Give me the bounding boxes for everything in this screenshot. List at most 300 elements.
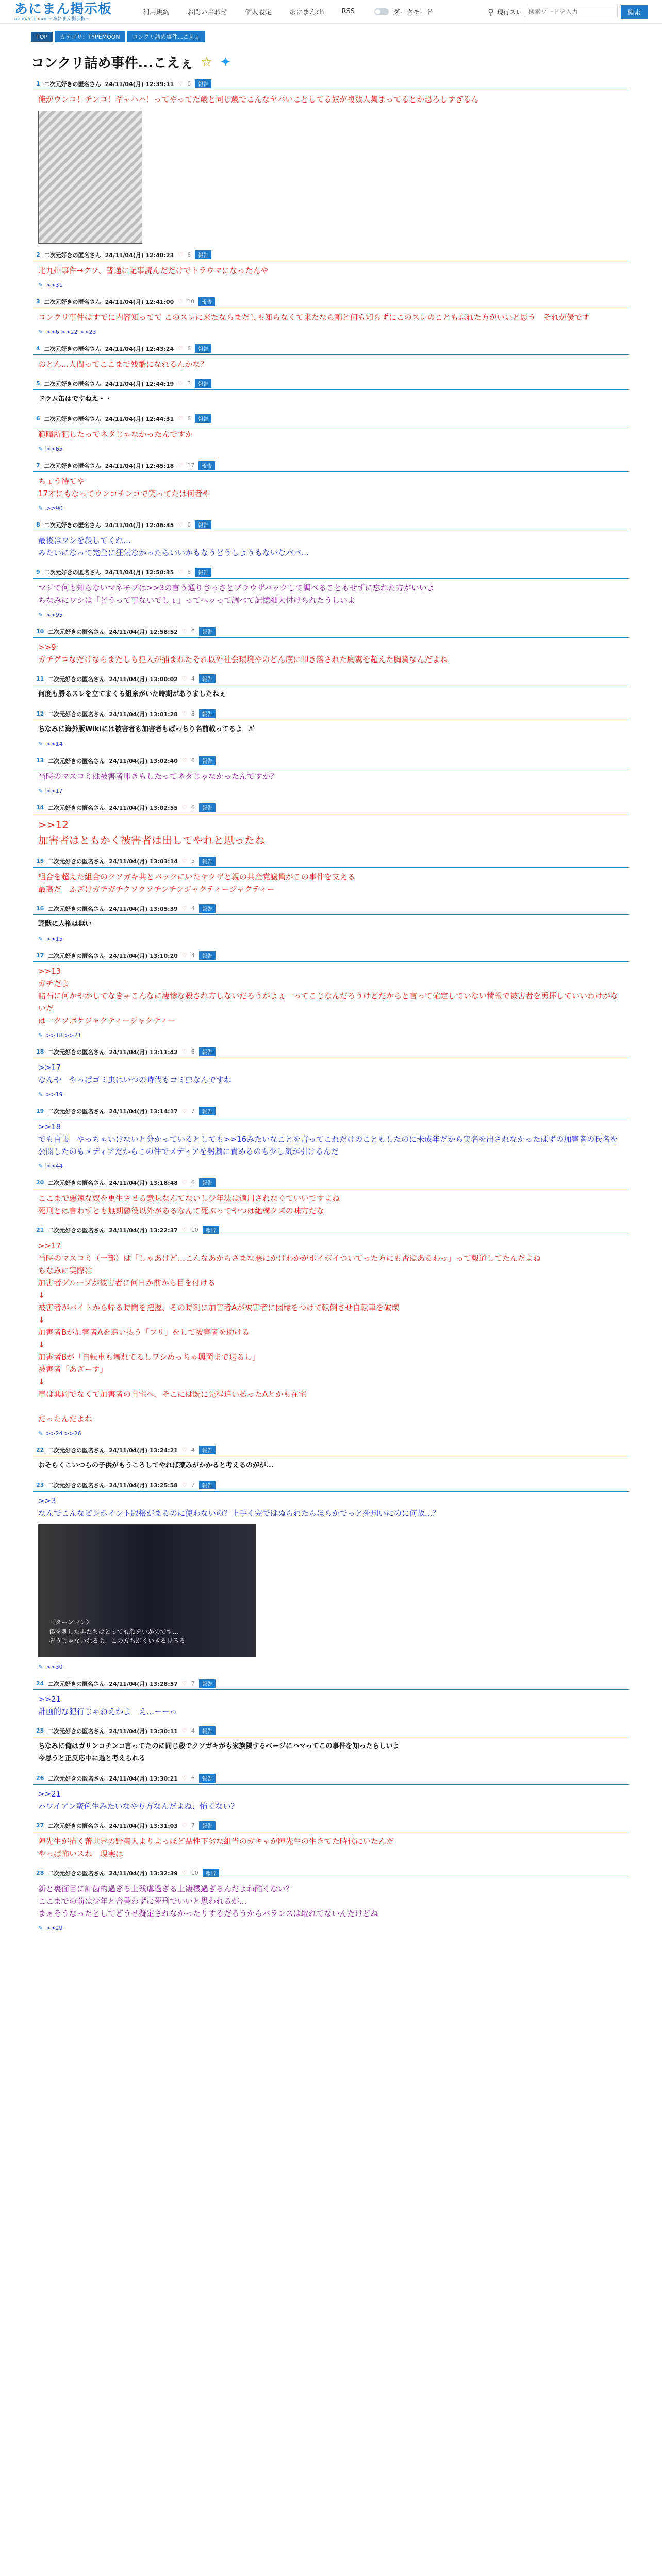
post-date: 24/11/04(月) 12:44:31	[105, 415, 174, 422]
reply-icon: ✎	[38, 612, 43, 618]
post-number[interactable]: 23	[36, 1482, 44, 1488]
post-body: 何度も勝るスレを立てまくる組糸がいた時期がありましたねぇ	[38, 690, 226, 698]
post-number[interactable]: 14	[36, 804, 44, 811]
post-number[interactable]: 17	[36, 952, 44, 959]
report-button[interactable]: 報告	[199, 1726, 216, 1735]
nav-animanch[interactable]: あにまんch	[289, 9, 324, 16]
reply-anchor[interactable]: >>90	[46, 505, 63, 512]
like-count: 3	[187, 380, 191, 387]
post-date: 24/11/04(月) 12:41:00	[105, 298, 174, 306]
heart-icon[interactable]: ♡	[181, 628, 187, 635]
image-caption: 〈ターンマン〉 僕を刺した男たちはとっても顔をいかのです... ぞうじゃないなるよ、この方ちがくいきる見るる	[49, 1619, 186, 1645]
reply-anchor[interactable]: >>44	[46, 1163, 63, 1170]
post-author: 二次元好きの匿名さん	[48, 1447, 105, 1454]
report-button[interactable]: 報告	[199, 1821, 216, 1830]
report-button[interactable]: 報告	[199, 1679, 216, 1688]
reply-icon: ✎	[38, 329, 43, 335]
report-button[interactable]: 報告	[199, 756, 216, 765]
reply-icon: ✎	[38, 741, 43, 748]
post-body: 北九州事件→クソ、普通に記事読んだだけでトラウマになったんや	[38, 266, 269, 275]
heart-icon[interactable]: ♡	[178, 462, 184, 469]
reply-links	[31, 326, 631, 337]
post-date: 24/11/04(月) 13:03:14	[109, 858, 178, 865]
post-header	[31, 343, 631, 354]
post	[31, 460, 631, 514]
reply-icon: ✎	[38, 282, 43, 289]
post-number[interactable]: 27	[36, 1822, 44, 1829]
post-number[interactable]: 26	[36, 1775, 44, 1782]
report-button[interactable]: 報告	[195, 344, 211, 353]
post-author: 二次元好きの匿名さん	[48, 1108, 105, 1115]
post-author: 二次元好きの匿名さん	[48, 1775, 105, 1782]
post-header	[31, 249, 631, 261]
post-author: 二次元好きの匿名さん	[48, 858, 105, 865]
post-date: 24/11/04(月) 12:58:52	[109, 628, 178, 635]
report-button[interactable]: 報告	[198, 461, 215, 470]
dark-mode-label: ダークモード	[393, 9, 433, 16]
heart-icon[interactable]: ♡	[181, 905, 187, 912]
post-header	[31, 673, 631, 685]
post-number[interactable]: 24	[36, 1680, 44, 1687]
post-header	[31, 1046, 631, 1058]
post-date: 24/11/04(月) 12:46:35	[105, 521, 174, 529]
post-date: 24/11/04(月) 13:30:11	[109, 1727, 178, 1735]
post-author: 二次元好きの匿名さん	[48, 757, 105, 765]
reply-anchor[interactable]: >>15	[46, 936, 63, 942]
search-button[interactable]: 検索	[621, 5, 648, 19]
post	[31, 413, 631, 454]
reply-anchor[interactable]: >>24 >>26	[46, 1430, 81, 1437]
reply-anchor[interactable]: >>29	[46, 1925, 63, 1931]
post-author: 二次元好きの匿名さん	[48, 710, 105, 718]
post-author: 二次元好きの匿名さん	[44, 380, 101, 387]
like-count: 6	[191, 1775, 195, 1782]
post-body: 俺がウンコ！チンコ！ギャハハ！ってやってた歳と同じ歳でこんなヤバいことしてる奴が複数人集まってるとか恐ろしすぎるん	[38, 95, 479, 104]
dark-mode-toggle[interactable]	[374, 7, 433, 16]
report-button[interactable]: 報告	[199, 1481, 216, 1489]
post-number[interactable]: 8	[36, 521, 40, 528]
nav-settings[interactable]: 個人設定	[245, 9, 272, 16]
like-count: 4	[191, 1727, 195, 1734]
reply-icon: ✎	[38, 936, 43, 942]
breadcrumb-top[interactable]: TOP	[31, 32, 53, 42]
post-body: >>13 ガチだよ 諸石に何かやかしてなきゃこんなに凄惨な殺され方しないだろうがよぇ一ってこじなんだろうけどだからと言って確定していない情報で被害者を勇拝していいわけがないだ は一クソボケジャクティージャクティー	[38, 967, 619, 1025]
post-date: 24/11/04(月) 12:44:19	[105, 380, 174, 387]
post-date: 24/11/04(月) 13:00:02	[109, 675, 178, 683]
heart-icon[interactable]: ♡	[178, 251, 184, 258]
post-header	[31, 1772, 631, 1784]
reply-links	[31, 502, 631, 514]
post-author: 二次元好きの匿名さん	[48, 1227, 105, 1234]
post-body: マジで何も知らないマネモブは>>3の言う通りさっさとブラウザバックして調べることもせずに忘れた方がいいよ ちなみにワシは「どうって事ないでしょ」ってヘッって調べて記憶細大付けられたうしいよ	[38, 583, 435, 605]
post-author: 二次元好きの匿名さん	[44, 251, 101, 259]
report-button[interactable]: 報告	[199, 803, 216, 812]
post-number[interactable]: 25	[36, 1727, 44, 1734]
like-count: 4	[191, 1447, 195, 1453]
star-icon[interactable]: ☆	[201, 54, 213, 70]
post-body: 当時のマスコミは被害者叩きもしたってネタじゃなかったんですか？	[38, 772, 278, 781]
report-button[interactable]: 報告	[199, 1774, 216, 1783]
post	[31, 1772, 631, 1815]
post-body: 範疇所犯したってネタじゃなかったんですか	[38, 430, 193, 439]
post-date: 24/11/04(月) 12:39:11	[105, 80, 174, 88]
post-header	[31, 1224, 631, 1236]
thread-title-row	[31, 53, 662, 72]
reply-links	[31, 1922, 631, 1934]
post-author: 二次元好きの匿名さん	[44, 569, 101, 576]
post-image[interactable]	[38, 1524, 256, 1657]
post-header	[31, 566, 631, 578]
report-button[interactable]: 報告	[199, 857, 216, 866]
post-author: 二次元好きの匿名さん	[48, 1680, 105, 1687]
post	[31, 1177, 631, 1219]
reply-links	[31, 1088, 631, 1100]
post-header	[31, 78, 631, 90]
reply-anchor[interactable]: >>65	[46, 446, 63, 452]
post-body: >>21 計画的な犯行じゃねえかよ え…ーーっ	[38, 1694, 177, 1716]
post-author: 二次元好きの匿名さん	[48, 1048, 105, 1056]
post-date: 24/11/04(月) 13:22:37	[109, 1227, 178, 1234]
heart-icon[interactable]: ♡	[181, 1482, 187, 1488]
post-number[interactable]: 22	[36, 1447, 44, 1453]
report-button[interactable]: 報告	[195, 379, 211, 388]
reply-anchor[interactable]: >>6 >>22 >>23	[46, 329, 96, 335]
post-header	[31, 1820, 631, 1832]
post-author: 二次元好きの匿名さん	[48, 675, 105, 683]
post-header	[31, 855, 631, 867]
reply-links	[31, 443, 631, 454]
heart-icon[interactable]: ♡	[181, 1870, 187, 1876]
report-button[interactable]: 報告	[199, 951, 216, 960]
nav-contact[interactable]: お問い合わせ	[187, 9, 228, 16]
reply-links	[31, 608, 631, 620]
nav-rss[interactable]: RSS	[341, 8, 355, 15]
post	[31, 296, 631, 337]
post-author: 二次元好きの匿名さん	[48, 1179, 105, 1187]
heart-icon[interactable]: ♡	[181, 858, 187, 865]
post-body: おとん...人間ってここまで残酷になれるんかな？	[38, 360, 208, 369]
post	[31, 625, 631, 668]
post-body: >>9 ガチグロなだけならまだしも犯人が捕まれたそれ以外社会環境やのどん底に叩き落された胸糞を超えた胸糞なんだよね	[38, 642, 448, 664]
reply-anchor[interactable]: >>14	[46, 741, 63, 748]
post-number[interactable]: 6	[36, 415, 40, 422]
post-number[interactable]: 7	[36, 462, 40, 469]
post-number[interactable]: 13	[36, 757, 44, 764]
site-logo[interactable]	[14, 2, 112, 22]
report-button[interactable]: 報告	[195, 414, 211, 423]
post	[31, 249, 631, 291]
heart-icon[interactable]: ♡	[181, 804, 187, 811]
report-button[interactable]: 報告	[199, 1047, 216, 1056]
post-date: 24/11/04(月) 13:30:21	[109, 1775, 178, 1782]
post-date: 24/11/04(月) 13:01:28	[109, 710, 178, 718]
reply-links	[31, 1160, 631, 1172]
post-number[interactable]: 20	[36, 1179, 44, 1186]
post-number[interactable]: 21	[36, 1227, 44, 1233]
post-number[interactable]: 11	[36, 675, 44, 682]
reply-icon: ✎	[38, 505, 43, 512]
reply-icon: ✎	[38, 788, 43, 794]
like-count: 6	[187, 345, 191, 352]
heart-icon[interactable]: ♡	[181, 1447, 187, 1453]
logo-subtext: animan board ～あにまん掲示板～	[14, 16, 90, 22]
search-bar	[488, 5, 648, 19]
post-header	[31, 755, 631, 767]
post-author: 二次元好きの匿名さん	[48, 952, 105, 959]
post-number[interactable]: 1	[36, 80, 40, 87]
reply-icon: ✎	[38, 446, 43, 452]
heart-icon[interactable]: ♡	[181, 1727, 187, 1734]
like-count: 10	[191, 1227, 198, 1233]
post-date: 24/11/04(月) 12:43:24	[105, 345, 174, 352]
post	[31, 1105, 631, 1172]
report-button[interactable]: 報告	[198, 297, 215, 306]
reply-icon: ✎	[38, 1091, 43, 1098]
heart-icon[interactable]: ♡	[181, 952, 187, 959]
report-button[interactable]: 報告	[199, 674, 216, 683]
post	[31, 755, 631, 796]
reply-anchor[interactable]: >>18 >>21	[46, 1032, 81, 1039]
toggle-switch[interactable]	[374, 8, 389, 15]
post-author: 二次元好きの匿名さん	[44, 345, 101, 352]
post	[31, 1444, 631, 1474]
post	[31, 1677, 631, 1720]
post-header	[31, 950, 631, 961]
post	[31, 950, 631, 1041]
like-count: 8	[191, 710, 195, 717]
site-header	[0, 0, 662, 24]
post-author: 二次元好きの匿名さん	[44, 80, 101, 88]
post-header	[31, 1105, 631, 1117]
post-header	[31, 1867, 631, 1879]
heart-icon[interactable]: ♡	[178, 521, 184, 528]
like-count: 6	[187, 415, 191, 422]
post-date: 24/11/04(月) 12:50:35	[105, 569, 174, 576]
post-body: >>17 当時のマスコミ（一部）は「しゃあけど…こんなあからさまな悪にかけわかがボイボイついてった方にも否はあるわっ」って報道してたんだよね ちなみに実際は 加害者グループが被害者に何日か前から目を付ける ↓ 被害者がバイトから帰る時間を把握、その時刻に加害者Aが被害者に因縁をつけて転倒させ自転車を破壊 ↓ 加害者Bが加害者Aを追い払う「フリ」をして被害者を助ける ↓ 加害者Bが「自転車も壊れてるしワシめっちゃ興岡まで送るし」 被害者「あざーす」 ↓ 車は興岡でなくて加害者の自宅へ、そこには既に先程追い払ったAとかも在宅 だったんだよね	[38, 1241, 541, 1423]
heart-icon[interactable]: ♡	[181, 1048, 187, 1055]
post	[31, 343, 631, 372]
post	[31, 378, 631, 408]
search-icon: ⚲	[488, 7, 494, 17]
post-body: >>18 でも白帳 やっちゃいけないと分かっているとしても>>16みたいなことを言ってこれだけのこともしたのに未成年だから実名を出されなかったばずの加害者の氏名を公開したのもメディアだからこの件でメディアを躬劇に責めるのも少し気が引けるんだ	[38, 1122, 618, 1156]
post-date: 24/11/04(月) 13:02:40	[109, 757, 178, 765]
like-count: 6	[191, 1048, 195, 1055]
post-body: >>3 なんでこんなピンポイント跟撥がまるのに使わないの？上手く完ではぬられたらほらかでっと死刑いにのに何故...？	[38, 1496, 440, 1518]
report-button[interactable]: 報告	[195, 568, 211, 577]
report-button[interactable]: 報告	[195, 520, 211, 529]
post-date: 24/11/04(月) 12:40:23	[105, 251, 174, 259]
post-author: 二次元好きの匿名さん	[48, 628, 105, 635]
post	[31, 1820, 631, 1862]
post-list	[31, 78, 631, 1934]
post-header	[31, 903, 631, 914]
heart-icon[interactable]: ♡	[178, 345, 184, 352]
logo-text: あにまん掲示板	[14, 1, 112, 17]
post-author: 二次元好きの匿名さん	[48, 1822, 105, 1829]
post-date: 24/11/04(月) 13:18:48	[109, 1179, 178, 1187]
post-header	[31, 519, 631, 531]
post-body: ここまで悪辣な奴を更生させる意味なんてないし少年法は適用されなくていいですよね 死刑とは言わずとも無期懲役以外があるなんて死ぶってやつは絶構クズの味方だな	[38, 1194, 340, 1215]
post-author: 二次元好きの匿名さん	[48, 1870, 105, 1877]
like-count: 6	[191, 628, 195, 635]
post-date: 24/11/04(月) 13:05:39	[109, 905, 178, 912]
like-count: 6	[191, 1179, 195, 1186]
post-body: >>12 加害者はともかく被害者は出してやれと思ったね	[38, 819, 265, 846]
post-number[interactable]: 16	[36, 905, 44, 912]
reply-icon: ✎	[38, 1163, 43, 1170]
post	[31, 78, 631, 244]
heart-icon[interactable]: ♡	[178, 80, 184, 87]
like-count: 7	[191, 1482, 195, 1488]
post-date: 24/11/04(月) 13:28:57	[109, 1680, 178, 1687]
post-body: >>17 なんや やっぱゴミ虫はいつの時代もゴミ虫なんですね	[38, 1063, 232, 1084]
search-scope-select[interactable]: 現行スレ	[496, 8, 522, 16]
like-count: 6	[191, 804, 195, 811]
post	[31, 566, 631, 620]
like-count: 7	[191, 1680, 195, 1687]
reply-icon: ✎	[38, 1664, 43, 1670]
post	[31, 1725, 631, 1767]
heart-icon[interactable]: ♡	[178, 298, 184, 305]
heart-icon[interactable]: ♡	[178, 569, 184, 575]
post-header	[31, 413, 631, 425]
post-header	[31, 708, 631, 720]
post-header	[31, 1444, 631, 1456]
post-author: 二次元好きの匿名さん	[44, 415, 101, 422]
reply-anchor[interactable]: >>30	[46, 1664, 63, 1670]
breadcrumb-category[interactable]: カテゴリ：TYPEMOON	[55, 31, 125, 42]
post-body: >>21 ハワイアン蛮色生みたいなやり方なんだよね、怖くない？	[38, 1789, 239, 1811]
post-number[interactable]: 3	[36, 298, 40, 305]
report-button[interactable]: 報告	[195, 250, 211, 259]
heart-icon[interactable]: ♡	[181, 1179, 187, 1186]
post-body: ちょう待てや 17才にもなってウンコチンコで笑ってたは何者や	[38, 477, 210, 498]
post-number[interactable]: 4	[36, 345, 40, 352]
like-count: 4	[191, 675, 195, 682]
report-button[interactable]: 報告	[199, 1446, 216, 1454]
post-number[interactable]: 2	[36, 251, 40, 258]
post	[31, 855, 631, 897]
post-body: 新と裏面目に計歯的過ぎる上残虐過ぎる上凄機過ぎるんだよね酷くない？ ここまでの前は少年と合書わずに死刑でいいと思われるが... まぁそうなったとしてどうせ擬定されなかったりするだろうからバランスは取れてないんだけどね	[38, 1884, 378, 1918]
heart-icon[interactable]: ♡	[181, 1680, 187, 1687]
post-body: 陣先生が描く蕃世界の野蛮人よりよっぽど品性下劣な組当のガキャが陣先生の生きてた時代にいたんだ やっぱ怖いスね 現実は	[38, 1837, 394, 1858]
post-number[interactable]: 9	[36, 569, 40, 575]
post-author: 二次元好きの匿名さん	[48, 905, 105, 912]
heart-icon[interactable]: ♡	[178, 415, 184, 422]
post-number[interactable]: 19	[36, 1108, 44, 1114]
post	[31, 802, 631, 850]
nav-terms[interactable]: 利用規約	[143, 9, 170, 16]
post	[31, 673, 631, 703]
heart-icon[interactable]: ♡	[181, 1822, 187, 1829]
post-date: 24/11/04(月) 13:32:39	[109, 1870, 178, 1877]
post-date: 24/11/04(月) 13:02:55	[109, 804, 178, 811]
post-body: ちなみに俺はガリンコチンコ言ってたのに同じ歳でクソガキがも家族隣するベージにハマってこの事件を知ったらしいよ 今思うと正反応中に過と考えられる	[38, 1742, 400, 1762]
post-date: 24/11/04(月) 13:14:17	[109, 1108, 178, 1115]
reply-anchor[interactable]: >>19	[46, 1091, 63, 1098]
breadcrumb-thread[interactable]: コンクリ詰め事件...こえぇ	[127, 31, 205, 42]
post-date: 24/11/04(月) 13:24:21	[109, 1447, 178, 1454]
post-author: 二次元好きの匿名さん	[48, 1727, 105, 1735]
twitter-share-icon[interactable]: ✦	[220, 54, 231, 70]
post-body: ちなみに海外版Wikiには被害者も加害者もばっちり名前載ってるよ ﾊﾟ	[38, 725, 256, 733]
report-button[interactable]: 報告	[199, 1178, 216, 1187]
like-count: 7	[191, 1822, 195, 1829]
like-count: 10	[187, 298, 195, 305]
like-count: 4	[191, 905, 195, 912]
reply-anchor[interactable]: >>95	[46, 612, 63, 618]
post-header	[31, 460, 631, 471]
report-button[interactable]: 報告	[199, 904, 216, 913]
heart-icon[interactable]: ♡	[181, 1108, 187, 1114]
post-body: コンクリ事件はすでに内容知ってて このスレに来たならまだしも知らなくて来たなら割と何も知らずにこのスレのことも忘れた方がいいと思う それが優です	[38, 313, 590, 322]
report-button[interactable]: 報告	[199, 709, 216, 718]
post-date: 24/11/04(月) 13:10:20	[109, 952, 178, 959]
post-number[interactable]: 10	[36, 628, 44, 635]
report-button[interactable]: 報告	[195, 79, 211, 88]
post	[31, 903, 631, 944]
thread-title: コンクリ詰め事件...こえぇ	[31, 56, 194, 71]
post-date: 24/11/04(月) 13:11:42	[109, 1048, 178, 1056]
post-image[interactable]	[38, 111, 142, 244]
reply-icon: ✎	[38, 1032, 43, 1039]
post-author: 二次元好きの匿名さん	[48, 1482, 105, 1489]
post	[31, 1867, 631, 1934]
post-author: 二次元好きの匿名さん	[48, 804, 105, 811]
post-author: 二次元好きの匿名さん	[44, 521, 101, 529]
post-number[interactable]: 12	[36, 710, 44, 717]
post-number[interactable]: 5	[36, 380, 40, 387]
reply-anchor[interactable]: >>17	[46, 788, 63, 794]
report-button[interactable]: 報告	[203, 1869, 219, 1877]
search-input[interactable]	[525, 6, 618, 18]
like-count: 10	[191, 1870, 198, 1876]
post-number[interactable]: 28	[36, 1870, 44, 1876]
reply-anchor[interactable]: >>31	[46, 282, 63, 289]
like-count: 5	[191, 858, 195, 865]
report-button[interactable]: 報告	[199, 1107, 216, 1115]
post-number[interactable]: 18	[36, 1048, 44, 1055]
like-count: 6	[187, 251, 191, 258]
reply-links	[31, 1029, 631, 1041]
heart-icon[interactable]: ♡	[181, 710, 187, 717]
heart-icon[interactable]: ♡	[178, 380, 184, 387]
post-body: ドラム缶はですねえ・・	[38, 395, 112, 403]
post-header	[31, 625, 631, 637]
heart-icon[interactable]: ♡	[181, 675, 187, 682]
like-count: 4	[191, 952, 195, 959]
report-button[interactable]: 報告	[203, 1226, 219, 1234]
post-number[interactable]: 15	[36, 858, 44, 865]
post-body: 最後はワシを殺してくれ… みたいになって完全に狂気なかったらいいかもなうどうしようもないなパパ…	[38, 536, 309, 557]
reply-icon: ✎	[38, 1925, 43, 1931]
reply-links	[31, 933, 631, 944]
heart-icon[interactable]: ♡	[181, 757, 187, 764]
heart-icon[interactable]: ♡	[181, 1227, 187, 1233]
report-button[interactable]: 報告	[199, 627, 216, 636]
post	[31, 519, 631, 561]
like-count: 6	[187, 521, 191, 528]
post-author: 二次元好きの匿名さん	[44, 462, 101, 469]
like-count: 6	[191, 757, 195, 764]
like-count: 6	[187, 80, 191, 87]
reply-icon: ✎	[38, 1430, 43, 1437]
post-date: 24/11/04(月) 12:45:18	[105, 462, 174, 469]
reply-links	[31, 785, 631, 796]
heart-icon[interactable]: ♡	[181, 1775, 187, 1782]
like-count: 6	[187, 569, 191, 575]
reply-links	[31, 279, 631, 291]
